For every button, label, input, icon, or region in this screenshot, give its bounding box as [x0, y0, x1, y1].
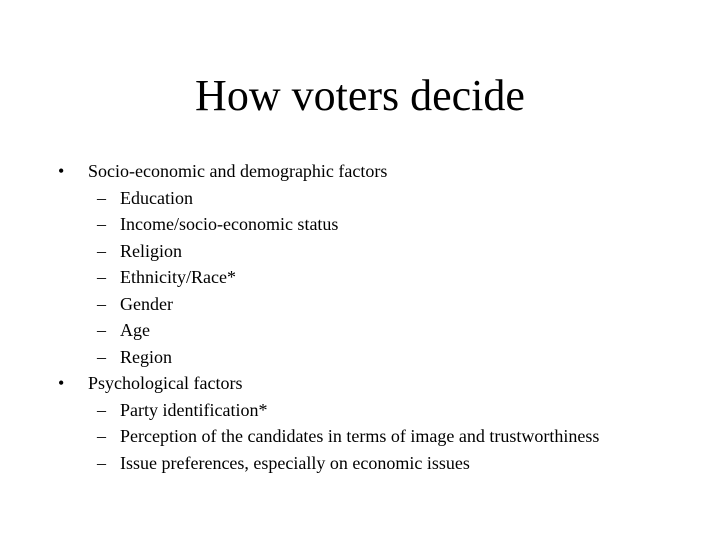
sub-item-label: Perception of the candidates in terms of image and trustworthiness	[120, 426, 600, 446]
dash-marker: –	[97, 426, 106, 446]
bullet-marker: •	[58, 161, 65, 181]
dash-marker: –	[97, 399, 106, 420]
slide-title: How voters decide	[195, 71, 525, 120]
bullet-label: Socio-economic and demographic factors	[88, 161, 388, 181]
dash-marker: –	[97, 214, 106, 234]
dash-marker: –	[97, 187, 106, 208]
dash-marker: –	[97, 320, 106, 340]
sub-item-label: Education	[120, 187, 193, 208]
bullet-marker: •	[58, 373, 65, 393]
sub-item-label: Party identification*	[120, 399, 268, 420]
sub-item-label: Age	[120, 320, 150, 340]
dash-marker: –	[97, 293, 106, 314]
sub-item-label: Ethnicity/Race*	[120, 267, 236, 287]
sub-item-label: Religion	[120, 240, 182, 261]
sub-item-label: Income/socio-economic status	[120, 214, 339, 234]
bullet-label: Psychological factors	[88, 373, 243, 393]
sub-item-label: Issue preferences, especially on economic issues	[120, 452, 470, 473]
sub-item-label: Gender	[120, 293, 173, 314]
dash-marker: –	[97, 240, 106, 261]
sub-item-label: Region	[120, 346, 172, 367]
dash-marker: –	[97, 267, 106, 287]
dash-marker: –	[97, 346, 106, 367]
dash-marker: –	[97, 452, 106, 473]
